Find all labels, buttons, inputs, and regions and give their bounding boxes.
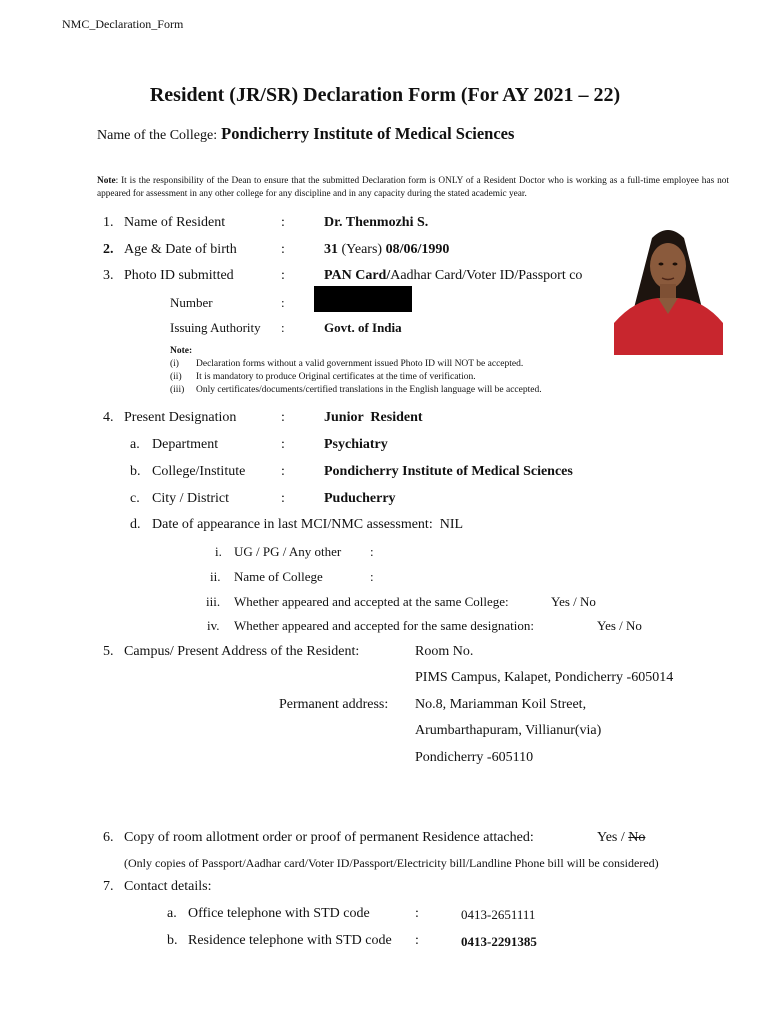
present-address-line-2: PIMS Campus, Kalapet, Pondicherry -605014 <box>415 670 674 685</box>
permanent-address-line-2: Arumbarthapuram, Villianur(via) <box>415 723 602 738</box>
college-label: Name of the College: <box>97 128 218 143</box>
item-7b-label: Residence telephone with STD code <box>188 933 392 948</box>
age-dob-value <box>324 242 449 258</box>
item-6-num: 6. <box>103 830 114 845</box>
age-value: 31 <box>324 242 338 257</box>
redacted-id-number <box>314 286 412 312</box>
item-5-label: Campus/ Present Address of the Resident: <box>124 644 360 659</box>
residence-phone-value: 0413-2291385 <box>461 934 537 949</box>
photo-note-3-text: Only certificates/documents/certified translations in the English language will be accepted. <box>196 385 542 395</box>
department-value: Psychiatry <box>324 437 388 452</box>
item-4-label: Present Designation <box>124 410 237 425</box>
roman-iv-num: iv. <box>207 618 220 633</box>
item-4d-text: Date of appearance in last MCI/NMC assessment: NIL <box>152 517 464 532</box>
resident-portrait-image <box>614 218 723 355</box>
issuing-authority-value: Govt. of India <box>324 320 402 335</box>
item-4-num: 4. <box>103 410 114 425</box>
institute-value: Pondicherry Institute of Medical Sciences <box>324 464 573 479</box>
item-7a-num: a. <box>167 906 177 921</box>
roman-iii-answer: Yes / No <box>551 594 596 609</box>
item-7b-colon: : <box>415 933 419 948</box>
roman-iii-num: iii. <box>206 594 221 609</box>
issuing-authority-label: Issuing Authority <box>170 320 261 335</box>
item-6-no-struck: No <box>628 830 646 845</box>
roman-i-text: UG / PG / Any other <box>234 544 342 559</box>
roman-iii-text: Whether appeared and accepted at the same College: <box>234 594 509 609</box>
item-7-num: 7. <box>103 879 114 894</box>
note-top-label: Note <box>97 176 116 186</box>
item-3-num: 3. <box>103 268 114 283</box>
photo-id-value <box>324 268 606 284</box>
photo-note-title: Note: <box>170 346 193 356</box>
roman-i-num: i. <box>215 544 222 559</box>
item-4c-label: City / District <box>152 491 229 506</box>
resident-photo <box>614 218 723 355</box>
photo-note-1-text: Declaration forms without a valid government issued Photo ID will NOT be accepted. <box>196 359 524 369</box>
item-7a-label: Office telephone with STD code <box>188 906 370 921</box>
college-name: Pondicherry Institute of Medical Sciences <box>221 124 515 143</box>
number-label: Number <box>170 295 213 310</box>
city-value: Puducherry <box>324 491 396 506</box>
item-2-num: 2. <box>103 242 114 257</box>
item-7a-colon: : <box>415 906 419 921</box>
item-3-colon: : <box>281 268 285 283</box>
item-4c-colon: : <box>281 491 285 506</box>
resident-name-value: Dr. Thenmozhi S. <box>324 215 429 230</box>
office-phone-value: 0413-2651111 <box>461 907 536 922</box>
item-2-label: Age & Date of birth <box>124 242 237 257</box>
photo-id-bold: PAN Card/ <box>324 268 391 283</box>
item-4a-colon: : <box>281 437 285 452</box>
college-row <box>97 124 514 144</box>
item-4c-num: c. <box>130 491 140 506</box>
item-4a-num: a. <box>130 437 140 452</box>
photo-note-2-num: (ii) <box>170 372 182 382</box>
item-4b-colon: : <box>281 464 285 479</box>
age-unit: (Years) <box>341 242 383 257</box>
document-filename: NMC_Declaration_Form <box>62 17 184 31</box>
photo-id-rest: Aadhar Card/Voter ID/Passport co <box>390 268 583 283</box>
present-address-line-1: Room No. <box>415 644 474 659</box>
note-top-text: : It is the responsibility of the Dean to ensure that the submitted Declaration form is ONLY of a Resident Doctor who is working as a full-time employee has not appeared for assessment in any other college for any discipline and in any capacity during the stated academic year. <box>97 176 729 199</box>
roman-ii-colon: : <box>370 569 374 584</box>
permanent-address-label: Permanent address: <box>279 697 389 712</box>
item-1-label: Name of Resident <box>124 215 226 230</box>
item-4b-num: b. <box>130 464 141 479</box>
item-5-num: 5. <box>103 644 114 659</box>
item-4d-num: d. <box>130 517 141 532</box>
roman-iv-text: Whether appeared and accepted for the same designation: <box>234 618 534 633</box>
roman-iv-answer: Yes / No <box>597 618 642 633</box>
roman-i-colon: : <box>370 544 374 559</box>
issuing-authority-colon: : <box>281 320 285 335</box>
item-6-yes: Yes / <box>597 830 625 845</box>
item-4a-label: Department <box>152 437 219 452</box>
permanent-address-line-1: No.8, Mariamman Koil Street, <box>415 697 587 712</box>
roman-ii-num: ii. <box>210 569 221 584</box>
item-1-num: 1. <box>103 215 114 230</box>
item-2-colon: : <box>281 242 285 257</box>
item-3-label: Photo ID submitted <box>124 268 234 283</box>
note-top <box>97 175 729 200</box>
item-7b-num: b. <box>167 933 178 948</box>
number-colon: : <box>281 295 285 310</box>
item-4b-label: College/Institute <box>152 464 246 479</box>
designation-value: Junior Resident <box>324 410 423 425</box>
dob-value: 08/06/1990 <box>385 242 450 257</box>
item-1-colon: : <box>281 215 285 230</box>
permanent-address-line-3: Pondicherry -605110 <box>415 750 534 765</box>
item-6-text: Copy of room allotment order or proof of permanent Residence attached: <box>124 830 534 845</box>
photo-note-1-num: (i) <box>170 359 179 369</box>
photo-note-3-num: (iii) <box>170 385 185 395</box>
item-6-answer <box>597 830 645 846</box>
item-6-note: (Only copies of Passport/Aadhar card/Voter ID/Passport/Electricity bill/Landline Phone bill will be considered) <box>124 856 659 870</box>
item-4-colon: : <box>281 410 285 425</box>
roman-ii-text: Name of College <box>234 569 323 584</box>
item-7-label: Contact details: <box>124 879 212 894</box>
photo-note-2-text: It is mandatory to produce Original certificates at the time of verification. <box>196 372 476 382</box>
form-title: Resident (JR/SR) Declaration Form (For AY 2021 – 22) <box>149 84 621 106</box>
